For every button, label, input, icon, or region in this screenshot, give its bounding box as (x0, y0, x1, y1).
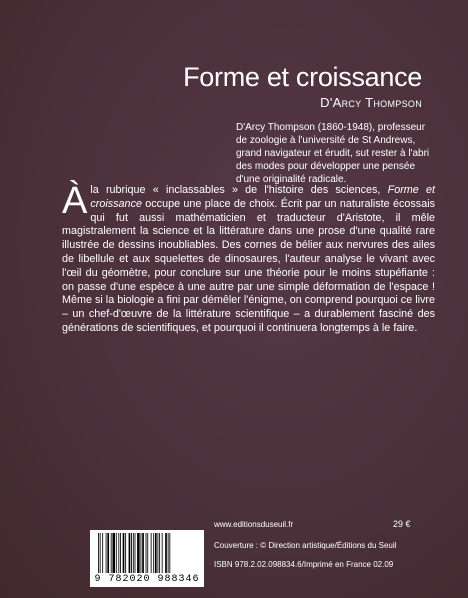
price: 29 € (393, 519, 411, 529)
blurb-title-italic: Forme et croissance (90, 184, 435, 210)
book-author: D'Arcy Thompson (320, 95, 422, 110)
publisher-website: www.editionsduseuil.fr (214, 520, 294, 529)
book-title: Forme et croissance (183, 62, 422, 92)
author-intro: D'Arcy Thompson (1860-1948), professeur de zoologie à l'université de St Andrews, grand navigateur et érudit, sut rester à l'abri des modes pour développer une pensée d'une originalité radicale. (236, 122, 430, 185)
barcode-digits: 9 782020 988346 (94, 574, 200, 585)
blurb-text-2: occupe une place de choix. Écrit par un naturaliste écossais qui fut aussi mathématicien et traducteur d'Aristote, il mêle magistralement la science et la littérature dans une prose d'une qualité rare illustrée de dessins inoubliables. Des cornes de bélier aux nervures des ailes de libellule et aux squelettes de dinosaures, l'auteur analyse le vivant avec l'œil du géomètre, pour conclure sur une théorie pour le moins stupéfiante : on passe d'une espèce à une autre par une simple déformation de l'espace ! Même si la biologie a fini par démêler l'énigme, on comprend pourquoi ce livre – un chef-d'œuvre de la littérature scientifique – a durablement fasciné des générations de scientifiques, et pourquoi il continuera longtemps à le faire. (62, 197, 435, 334)
blurb-text-1: la rubrique « inclassables » de l'histoire des sciences, (90, 184, 388, 196)
isbn-line: ISBN 978.2.02.098834.6/Imprimé en France 02.09 (214, 560, 394, 569)
blurb-paragraph (62, 180, 435, 336)
barcode-bars (96, 533, 198, 573)
barcode (90, 530, 204, 587)
cover-credit: Couverture : © Direction artistique/Éditions du Seuil (214, 541, 397, 550)
drop-cap: À (62, 180, 88, 222)
